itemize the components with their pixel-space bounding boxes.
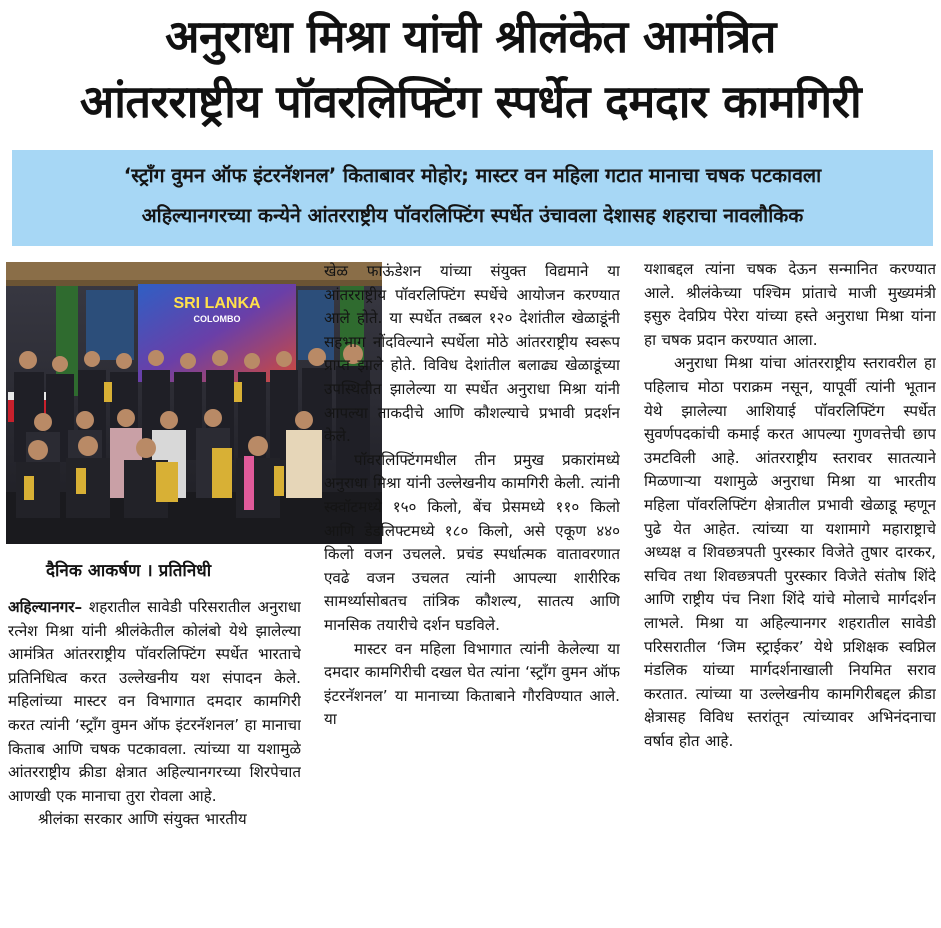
paragraph-text: शहरातील सावेडी परिसरातील अनुराधा रत्नेश मिश्रा यांनी श्रीलंकेतील कोलंबो येथे झालेल्या आमंत्रित आंतरराष्ट्रीय पॉवरलिफ्टिंग स्पर्धेत भारताचे प्रतिनिधित्व करत उल्लेखनीय यश संपादन केले. महिलांच्या मास्टर वन विभागात दमदार कामगिरी करत त्यांनी ‘स्ट्रॉंग वुमन ऑफ इंटरनॅशनल’ हा मानाचा किताब आणि चषक पटकावला. त्यांच्या या यशामुळे आंतरराष्ट्रीय क्रीडा क्षेत्रात अहिल्यानगरच्या शिरपेचात आणखी एक मानाचा तुरा रोवला आहे. bbox=[8, 598, 301, 805]
subheadline-line-2: अहिल्यानगरच्या कन्येने आंतरराष्ट्रीय पॉवरलिफ्टिंग स्पर्धेत उंचावला देशासह शहराचा नावलौकिक bbox=[141, 204, 804, 227]
subheadline-line-1: ‘स्ट्रॉंग वुमन ऑफ इंटरनॅशनल’ किताबावर मोहोर; मास्टर वन महिला गटात मानाचा चषक पटकावला bbox=[123, 164, 822, 187]
banner-text: SRI LANKA bbox=[173, 295, 261, 312]
article-column-1 bbox=[8, 596, 301, 928]
paragraph: मास्टर वन महिला विभागात त्यांनी केलेल्या या दमदार कामगिरीची दखल घेत त्यांना ‘स्ट्रॉंग वुमन ऑफ इंटरनॅशनल’ या मानाच्या किताबाने गौरविण्यात आले. या bbox=[324, 639, 620, 729]
article-column-3 bbox=[644, 258, 936, 928]
subheadline-box bbox=[12, 150, 933, 246]
banner-subtext: COLOMBO bbox=[193, 314, 241, 324]
paragraph: पॉवरलिफ्टिंगमधील तीन प्रमुख प्रकारांमध्ये अनुराधा मिश्रा यांनी उल्लेखनीय कामगिरी केली. त्यांनी स्क्वॉटमध्ये १५० किलो, बेंच प्रेसमध्ये ११० किलो आणि डेडलिफ्टमध्ये १८० किलो, असे एकूण ४४० किलो वजन उचलले. प्रचंड स्पर्धात्मक वातावरणात एवढे वजन उचलत त्यांनी आपल्या शारीरिक सामर्थ्यासोबतच तांत्रिक कौशल्य, सातत्य आणि मानसिक तयारीचे दर्शन घडविले. bbox=[324, 450, 620, 634]
headline-line-2: आंतरराष्ट्रीय पॉवरलिफ्टिंग स्पर्धेत दमदार कामगिरी bbox=[79, 75, 862, 128]
paragraph: श्रीलंका सरकार आणि संयुक्त भारतीय bbox=[38, 810, 247, 829]
paragraph: यशाबद्दल त्यांना चषक देऊन सन्मानित करण्यात आले. श्रीलंकेच्या पश्चिम प्रांताचे माजी मुख्यमंत्री इसुरु देवप्रिय पेरेरा यांच्या हस्ते अनुराधा मिश्रा यांना हा चषक प्रदान करण्यात आला. bbox=[644, 260, 936, 349]
headline bbox=[0, 4, 941, 134]
article-column-2 bbox=[324, 260, 620, 928]
byline: दैनिक आकर्षण । प्रतिनिधी bbox=[46, 561, 212, 581]
paragraph: खेळ फाऊंडेशन यांच्या संयुक्त विद्यमाने या आंतरराष्ट्रीय पॉवरलिफ्टिंग स्पर्धेचे आयोजन करण्यात आले होते. या स्पर्धेत तब्बल १२० देशांतील खेळाडूंनी सहभाग नोंदविल्याने स्पर्धेला मोठे आंतरराष्ट्रीय स्वरूप प्राप्त झाले होते. विविध देशांतील बलाढ्य खेळाडूंच्या उपस्थितीत झालेल्या या स्पर्धेत अनुराधा मिश्रा यांनी आपल्या ताकदीचे आणि कौशल्याचे प्रभावी प्रदर्शन केले. bbox=[324, 262, 620, 446]
paragraph bbox=[8, 596, 301, 808]
dateline: अहिल्यानगर– bbox=[8, 598, 83, 616]
paragraph: अनुराधा मिश्रा यांचा आंतरराष्ट्रीय स्तरावरील हा पहिलाच मोठा पराक्रम नसून, यापूर्वी त्यांनी भूतान येथे झालेल्या आशियाई पॉवरलिफ्टिंग स्पर्धेत सुवर्णपदकांची कमाई करत आपल्या गुणवत्तेची छाप उमटविली आहे. आंतरराष्ट्रीय स्तरावर सातत्याने मिळणाऱ्या यशामुळे अनुराधा मिश्रा या भारतीय महिला पॉवरलिफ्टिंग क्षेत्रातील प्रभावी खेळाडू म्हणून पुढे येत आहेत. त्यांच्या या यशामागे महाराष्ट्राचे अध्यक्ष व शिवछत्रपती पुरस्कार विजेते तुषार दारकर, सचिव तथा शिवछत्रपती पुरस्कार विजेते संतोष शिंदे आणि राष्ट्रीय पंच निशा शिंदे यांचे मोलाचे मार्गदर्शन लाभले. मिश्रा या अहिल्यानगर शहरातील सावेडी परिसरातील ‘जिम स्ट्राईकर’ येथे प्रशिक्षक स्वप्निल मंडलिक यांच्या मार्गदर्शनाखाली नियमित सराव करतात. त्यांच्या या उल्लेखनीय कामगिरीबद्दल क्रीडा क्षेत्रासह विविध स्तरांतून त्यांच्यावर अभिनंदनाचा वर्षाव होत आहे. bbox=[644, 354, 936, 750]
headline-line-1: अनुराधा मिश्रा यांची श्रीलंकेत आमंत्रित bbox=[165, 10, 776, 63]
